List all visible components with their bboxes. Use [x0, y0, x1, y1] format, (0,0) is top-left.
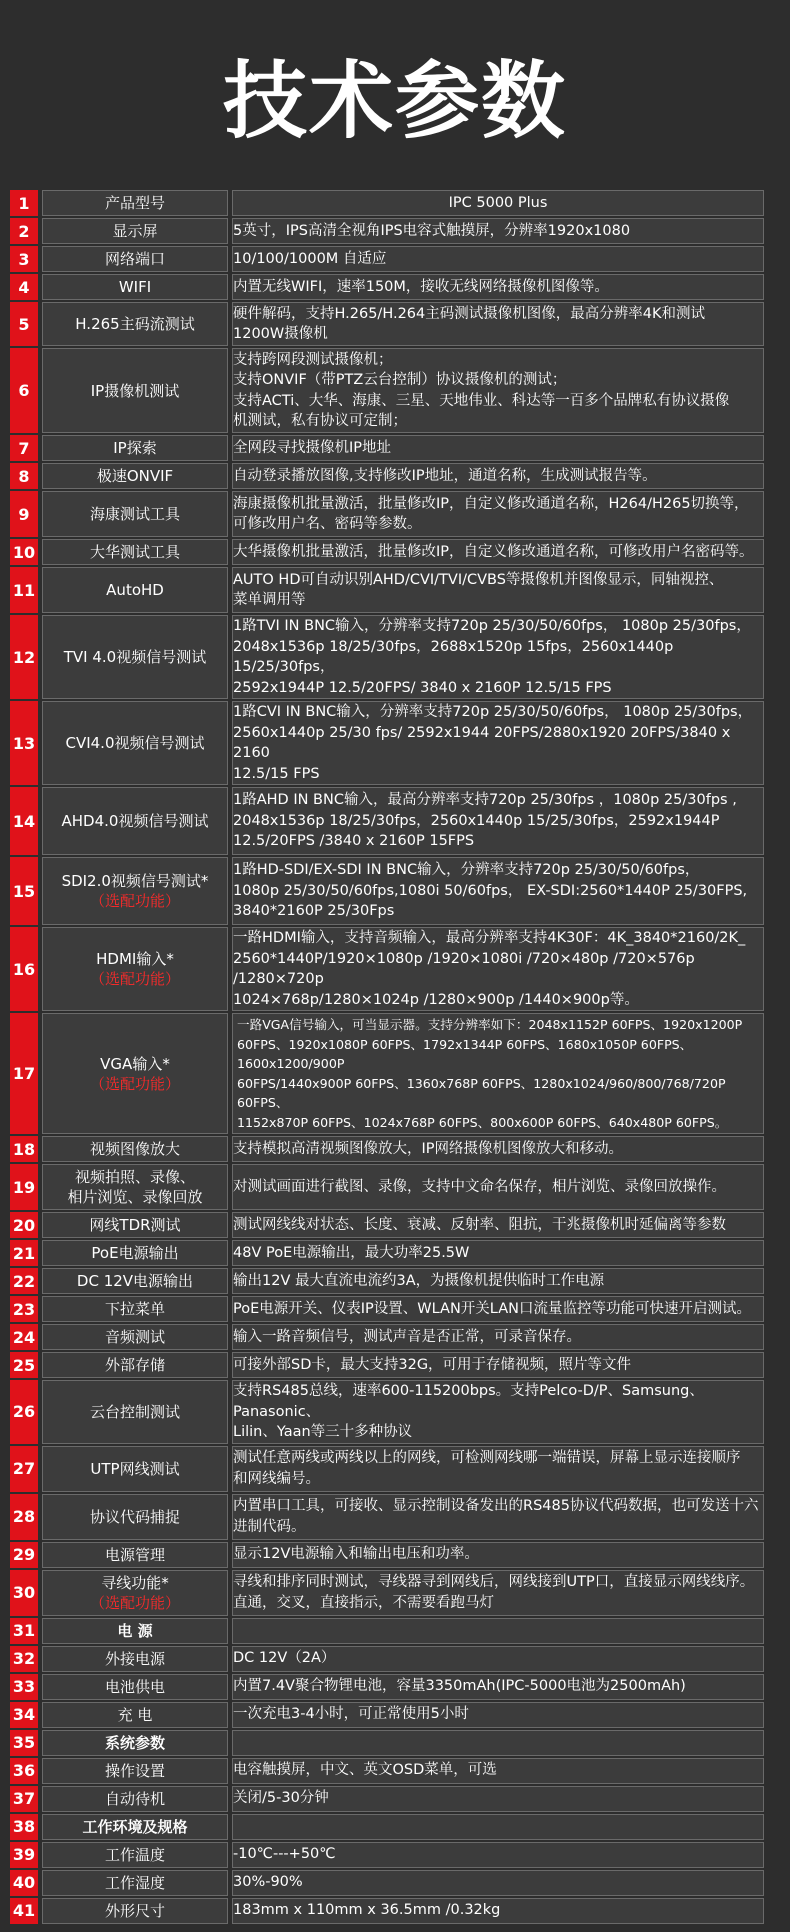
parameter-name: [42, 435, 228, 461]
parameter-value: 海康摄像机批量激活，批量修改IP，自定义修改通道名称，H264/H265切换等， 可修改用户名、密码等参数。: [232, 491, 764, 537]
spec-row: [10, 1164, 764, 1210]
parameter-value: 大华摄像机批量激活，批量修改IP，自定义修改通道名称，可修改用户名密码等。: [232, 539, 764, 565]
parameter-name: [42, 1814, 228, 1840]
parameter-value: 内置串口工具，可接收、显示控制设备发出的RS485协议代码数据，也可发送十六 进制代码。: [232, 1494, 764, 1540]
parameter-name-label: 工作温度: [104, 1845, 165, 1864]
parameter-name: [42, 491, 228, 537]
parameter-value: 30%-90%: [232, 1870, 764, 1896]
parameter-value: 关闭/5-30分钟: [232, 1786, 764, 1812]
row-number: 9: [10, 491, 38, 537]
parameter-name: [42, 1674, 228, 1700]
parameter-name-label: 产品型号: [104, 194, 165, 212]
spec-row: [10, 1446, 764, 1492]
row-number: 37: [10, 1786, 38, 1812]
parameter-name-label: 外部存储: [104, 1356, 165, 1374]
parameter-name: [42, 787, 228, 855]
spec-row: [10, 1618, 764, 1644]
parameter-value: 支持跨网段测试摄像机； 支持ONVIF（带PTZ云台控制）协议摄像机的测试； 支持ACTi、大华、海康、三星、天地伟业、科达等一百多个品牌私有协议摄像 机测试，私有协议可定制；: [232, 348, 764, 433]
row-number: 1: [10, 190, 38, 216]
row-number: 3: [10, 246, 38, 272]
row-number: 8: [10, 463, 38, 489]
parameter-name: [42, 1324, 228, 1350]
row-number: 10: [10, 539, 38, 565]
row-number: 40: [10, 1870, 38, 1896]
row-number: 30: [10, 1570, 38, 1616]
parameter-name: [42, 274, 228, 300]
parameter-name-label: DC 12V电源输出: [76, 1272, 194, 1290]
parameter-value: [232, 1618, 764, 1644]
parameter-value: 一路HDMI输入，支持音频输入，最高分辨率支持4K30F：4K_3840*2160/2K_ 2560*1440P/1920×1080p /1920×1080i /720×480p /720×576p /1280×720p 1024×768p/1280×1024p /1280×900p /1440×900p等。: [232, 927, 764, 1011]
spec-row: [10, 190, 764, 216]
parameter-name: [42, 246, 228, 272]
row-number: 24: [10, 1324, 38, 1350]
parameter-value: 1路AHD IN BNC输入，最高分辨率支持720p 25/30fps ，1080p 25/30fps , 2048x1536p 18/25/30fps，2560x1440p 15/25/30fps，2592x1944P 12.5/20FPS /3840 x 2160P 15FPS: [232, 787, 764, 855]
row-number: 28: [10, 1494, 38, 1540]
parameter-value: 支持RS485总线，速率600-115200bps。支持Pelco-D/P、Samsung、Panasonic、 Lilin、Yaan等三十多种协议: [232, 1380, 764, 1444]
parameter-name-label: 极速ONVIF: [96, 467, 174, 485]
parameter-value: 内置7.4V聚合物锂电池，容量3350mAh(IPC-5000电池为2500mAh): [232, 1674, 764, 1700]
spec-row: [10, 435, 764, 461]
spec-row: [10, 463, 764, 489]
spec-row: [10, 1494, 764, 1540]
row-number: 39: [10, 1842, 38, 1868]
parameter-name: [42, 463, 228, 489]
parameter-name: [42, 1268, 228, 1294]
parameter-value: 测试任意两线或两线以上的网线，可检测网线哪一端错误，屏幕上显示连接顺序 和网线编号。: [232, 1446, 764, 1492]
spec-row: [10, 348, 764, 433]
row-number: 17: [10, 1013, 38, 1134]
parameter-name-label: SDI2.0视频信号测试*: [61, 872, 209, 890]
parameter-name: [42, 348, 228, 433]
parameter-name: [42, 302, 228, 346]
parameter-name: [42, 615, 228, 699]
spec-row: [10, 1296, 764, 1322]
spec-row: [10, 1136, 764, 1162]
spec-row: [10, 539, 764, 565]
row-number: 19: [10, 1164, 38, 1210]
parameter-name: [42, 539, 228, 565]
spec-row: [10, 1786, 764, 1812]
row-number: 7: [10, 435, 38, 461]
row-number: 29: [10, 1542, 38, 1568]
parameter-value: 支持模拟高清视频图像放大，IP网络摄像机图像放大和移动。: [232, 1136, 764, 1162]
parameter-value: 寻线和排序同时测试，寻线器寻到网线后，网线接到UTP口，直接显示网线线序。 直通，交叉，直接指示，不需要看跑马灯: [232, 1570, 764, 1616]
parameter-value: 48V PoE电源输出，最大功率25.5W: [232, 1240, 764, 1266]
row-number: 13: [10, 701, 38, 785]
optional-feature-label: （选配功能）: [89, 892, 180, 910]
spec-row: [10, 246, 764, 272]
parameter-name-label: 电 源: [117, 1621, 153, 1640]
parameter-value: DC 12V（2A）: [232, 1646, 764, 1672]
parameter-name: [42, 1240, 228, 1266]
parameter-name-label: 音频测试: [104, 1328, 165, 1346]
row-number: 16: [10, 927, 38, 1011]
parameter-name-label: IP探索: [113, 439, 157, 457]
parameter-value: [232, 1730, 764, 1756]
parameter-name-label: 工作湿度: [104, 1873, 165, 1892]
row-number: 27: [10, 1446, 38, 1492]
parameter-name-label: 操作设置: [104, 1761, 165, 1780]
row-number: 15: [10, 857, 38, 925]
row-number: 18: [10, 1136, 38, 1162]
parameter-name: [42, 857, 228, 925]
parameter-name-label: 网线TDR测试: [89, 1216, 181, 1234]
spec-row: [10, 1730, 764, 1756]
parameter-value: PoE电源开关、仪表IP设置、WLAN开关LAN口流量监控等功能可快速开启测试。: [232, 1296, 764, 1322]
spec-table-body: [10, 190, 764, 1924]
spec-row: [10, 274, 764, 300]
parameter-name-label: 视频图像放大: [89, 1140, 180, 1158]
parameter-name: [42, 1618, 228, 1644]
parameter-name: [42, 927, 228, 1011]
parameter-value: 测试网线线对状态、长度、衰减、反射率、阻抗，干兆摄像机时延偏离等参数: [232, 1212, 764, 1238]
spec-table: [10, 188, 764, 1926]
spec-row: [10, 1674, 764, 1700]
parameter-name-label: 海康测试工具: [89, 505, 180, 523]
optional-feature-label: （选配功能）: [89, 1074, 180, 1093]
parameter-name-label: 网络端口: [104, 250, 165, 268]
spec-row: [10, 701, 764, 785]
parameter-value: 自动登录播放图像,支持修改IP地址，通道名称，生成测试报告等。: [232, 463, 764, 489]
parameter-name-label: 云台控制测试: [89, 1402, 180, 1421]
spec-row: [10, 302, 764, 346]
parameter-name: [42, 1758, 228, 1784]
spec-row: [10, 1324, 764, 1350]
parameter-name: [42, 701, 228, 785]
parameter-name-label: 充 电: [117, 1705, 153, 1724]
row-number: 32: [10, 1646, 38, 1672]
row-number: 36: [10, 1758, 38, 1784]
parameter-name-label: IP摄像机测试: [90, 381, 180, 400]
optional-feature-label: （选配功能）: [89, 1593, 180, 1612]
parameter-name-label: 自动待机: [104, 1789, 165, 1808]
spec-row: [10, 1646, 764, 1672]
row-number: 11: [10, 567, 38, 613]
parameter-name: [42, 1842, 228, 1868]
parameter-name: [42, 1646, 228, 1672]
spec-row: [10, 1842, 764, 1868]
parameter-name-label: AHD4.0视频信号测试: [61, 812, 209, 830]
spec-row: [10, 857, 764, 925]
parameter-name-label: 显示屏: [112, 222, 158, 240]
parameter-value: 10/100/1000M 自适应: [232, 246, 764, 272]
parameter-name-label: UTP网线测试: [90, 1459, 180, 1478]
parameter-value: 一路VGA信号输入，可当显示器。支持分辨率如下：2048x1152P 60FPS、1920x1200P 60FPS、1920x1080P 60FPS、1792x1344P 60FPS、1680x1050P 60FPS、1600x1200/900P 60FPS/1440x900P 60FPS、1360x768P 60FPS、1280x1024/960/800/768/720P 60FPS、 1152x870P 60FPS、1024x768P 60FPS、800x600P 60FPS、640x480P 60FPS。: [232, 1013, 764, 1134]
parameter-value: 1路CVI IN BNC输入，分辨率支持720p 25/30/50/60fps， 1080p 25/30fps， 2560x1440p 25/30 fps/ 2592x1944 20FPS/2880x1920 20FPS/3840 x 2160 12.5/15 FPS: [232, 701, 764, 785]
spec-row: [10, 1240, 764, 1266]
parameter-value: AUTO HD可自动识别AHD/CVI/TVI/CVBS等摄像机并图像显示，同轴视控、 菜单调用等: [232, 567, 764, 613]
parameter-name: [42, 190, 228, 216]
parameter-name-label: 电池供电: [104, 1677, 165, 1696]
row-number: 34: [10, 1702, 38, 1728]
parameter-name-label: TVI 4.0视频信号测试: [63, 648, 207, 666]
parameter-name: [42, 1446, 228, 1492]
parameter-value: 输出12V 最大直流电流约3A，为摄像机提供临时工作电源: [232, 1268, 764, 1294]
parameter-name: [42, 1352, 228, 1378]
row-number: 26: [10, 1380, 38, 1444]
page-title: 技术参数: [222, 51, 567, 150]
parameter-name: [42, 1136, 228, 1162]
spec-row: [10, 615, 764, 699]
spec-row: [10, 218, 764, 244]
row-number: 2: [10, 218, 38, 244]
row-number: 35: [10, 1730, 38, 1756]
parameter-name: [42, 567, 228, 613]
spec-row: [10, 567, 764, 613]
parameter-name-label: PoE电源输出: [91, 1244, 179, 1262]
parameter-name: [42, 1494, 228, 1540]
parameter-name: [42, 1013, 228, 1134]
parameter-name: [42, 1380, 228, 1444]
spec-row: [10, 1212, 764, 1238]
parameter-name: [42, 1702, 228, 1728]
parameter-name: [42, 1164, 228, 1210]
parameter-value: [232, 1814, 764, 1840]
parameter-name: [42, 1570, 228, 1616]
parameter-value: 1路HD-SDI/EX-SDI IN BNC输入，分辨率支持720p 25/30/50/60fps， 1080p 25/30/50/60fps,1080i 50/60fps， EX-SDI:2560*1440P 25/30FPS, 3840*2160P 25/30Fps: [232, 857, 764, 925]
row-number: 14: [10, 787, 38, 855]
spec-row: [10, 1870, 764, 1896]
parameter-name-label: 外接电源: [104, 1649, 165, 1668]
parameter-name: [42, 218, 228, 244]
parameter-name-label: H.265主码流测试: [75, 315, 195, 333]
parameter-name: [42, 1730, 228, 1756]
spec-row: [10, 1542, 764, 1568]
row-number: 6: [10, 348, 38, 433]
parameter-name: [42, 1870, 228, 1896]
parameter-value: 5英寸，IPS高清全视角IPS电容式触摸屏，分辨率1920x1080: [232, 218, 764, 244]
parameter-value: 一次充电3-4小时，可正常使用5小时: [232, 1702, 764, 1728]
row-number: 31: [10, 1618, 38, 1644]
parameter-value: 输入一路音频信号，测试声音是否正常，可录音保存。: [232, 1324, 764, 1350]
parameter-value: 显示12V电源输入和输出电压和功率。: [232, 1542, 764, 1568]
parameter-name-label: 视频拍照、录像、 相片浏览、录像回放: [67, 1168, 203, 1206]
row-number: 23: [10, 1296, 38, 1322]
spec-row: [10, 1758, 764, 1784]
spec-row: [10, 1380, 764, 1444]
optional-feature-label: （选配功能）: [89, 970, 180, 988]
parameter-value: 对测试画面进行截图、录像，支持中文命名保存，相片浏览、录像回放操作。: [232, 1164, 764, 1210]
parameter-name: [42, 1898, 228, 1924]
parameter-name: [42, 1212, 228, 1238]
parameter-value: 183mm x 110mm x 36.5mm /0.32kg: [232, 1898, 764, 1924]
spec-row: [10, 927, 764, 1011]
row-number: 41: [10, 1898, 38, 1924]
spec-row: [10, 1013, 764, 1134]
spec-row: [10, 787, 764, 855]
spec-row: [10, 1814, 764, 1840]
row-number: 20: [10, 1212, 38, 1238]
row-number: 21: [10, 1240, 38, 1266]
parameter-value: 电容触摸屏，中文、英文OSD菜单，可选: [232, 1758, 764, 1784]
spec-row: [10, 1570, 764, 1616]
parameter-name: [42, 1296, 228, 1322]
row-number: 5: [10, 302, 38, 346]
row-number: 4: [10, 274, 38, 300]
parameter-value: 全网段寻找摄像机IP地址: [232, 435, 764, 461]
parameter-name-label: WIFI: [118, 278, 152, 296]
spec-row: [10, 1898, 764, 1924]
parameter-name-label: 电源管理: [104, 1545, 165, 1564]
row-number: 38: [10, 1814, 38, 1840]
spec-row: [10, 1268, 764, 1294]
parameter-value: 可接外部SD卡，最大支持32G，可用于存储视频，照片等文件: [232, 1352, 764, 1378]
row-number: 12: [10, 615, 38, 699]
spec-row: [10, 1352, 764, 1378]
parameter-value: -10℃---+50℃: [232, 1842, 764, 1868]
parameter-name-label: 下拉菜单: [104, 1300, 165, 1318]
parameter-value: 1路TVI IN BNC输入，分辨率支持720p 25/30/50/60fps， 1080p 25/30fps， 2048x1536p 18/25/30fps，2688x1520p 15fps，2560x1440p 15/25/30fps， 2592x1944P 12.5/20FPS/ 3840 x 2160P 12.5/15 FPS: [232, 615, 764, 699]
spec-row: [10, 1702, 764, 1728]
parameter-value: IPC 5000 Plus: [232, 190, 764, 216]
parameter-name-label: 寻线功能*: [101, 1573, 169, 1592]
parameter-name-label: 大华测试工具: [89, 543, 180, 561]
parameter-name-label: 外形尺寸: [104, 1901, 165, 1920]
parameter-name: [42, 1786, 228, 1812]
parameter-name: [42, 1542, 228, 1568]
spec-row: [10, 491, 764, 537]
parameter-name-label: 系统参数: [104, 1733, 165, 1752]
parameter-name-label: CVI4.0视频信号测试: [65, 734, 205, 752]
parameter-name-label: 工作环境及规格: [82, 1817, 188, 1836]
row-number: 25: [10, 1352, 38, 1378]
row-number: 22: [10, 1268, 38, 1294]
parameter-name-label: VGA输入*: [100, 1054, 170, 1073]
parameter-value: 内置无线WIFI，速率150M，接收无线网络摄像机图像等。: [232, 274, 764, 300]
parameter-name-label: HDMI输入*: [96, 950, 174, 968]
parameter-value: 硬件解码，支持H.265/H.264主码测试摄像机图像，最高分辨率4K和测试 1200W摄像机: [232, 302, 764, 346]
row-number: 33: [10, 1674, 38, 1700]
parameter-name-label: AutoHD: [106, 581, 164, 599]
parameter-name-label: 协议代码捕捉: [89, 1507, 180, 1526]
